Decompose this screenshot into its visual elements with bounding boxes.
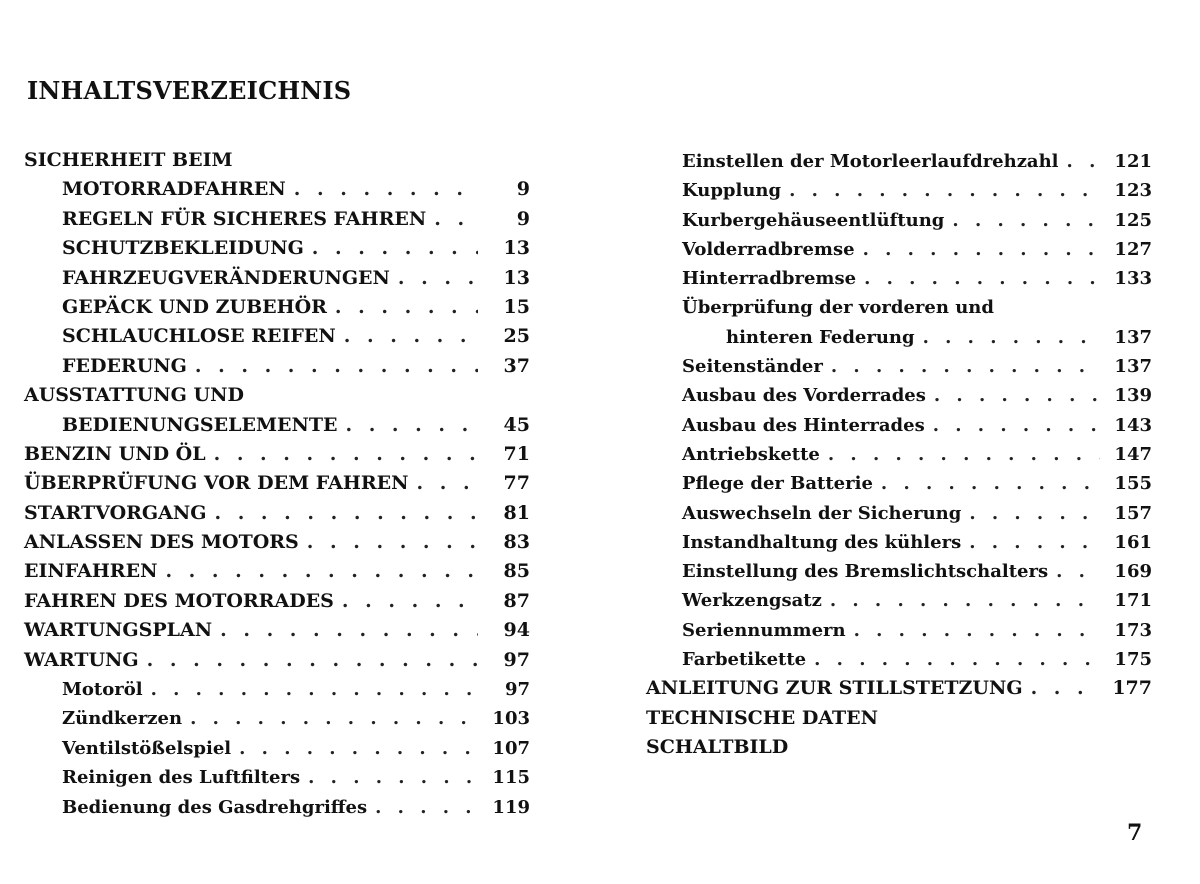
toc-entry-page: 97 — [504, 679, 530, 701]
toc-entry-label: GEPÄCK UND ZUBEHÖR — [62, 295, 327, 318]
toc-entry — [24, 293, 530, 322]
toc-entry-label: WARTUNG — [24, 648, 139, 671]
toc-entry-label: Überprüfung der vorderen und — [682, 297, 994, 319]
toc-entry-label: Zündkerzen — [62, 708, 183, 730]
toc-entry — [24, 440, 530, 469]
toc-entry-page: 115 — [492, 767, 530, 789]
dot-leader — [789, 176, 1100, 205]
dot-leader — [864, 264, 1100, 293]
dot-leader — [831, 352, 1100, 381]
toc-entry — [646, 704, 1152, 733]
toc-entry-page: 45 — [503, 413, 530, 436]
toc-entry — [24, 616, 530, 645]
toc-entry-page: 137 — [1114, 326, 1152, 348]
toc-entry-label: Werkzengsatz — [682, 590, 822, 612]
toc-entry-label: WARTUNGSPLAN — [24, 619, 213, 642]
dot-leader — [165, 557, 478, 586]
toc-entry — [24, 381, 530, 410]
dot-leader — [239, 734, 478, 763]
toc-entry-label: BEDIENUNGSELEMENTE — [62, 413, 338, 436]
dot-leader — [195, 352, 478, 381]
toc-entry — [24, 499, 530, 528]
toc-entry-page: 9 — [516, 207, 530, 230]
dot-leader — [307, 528, 478, 557]
dot-leader — [828, 440, 1100, 469]
toc-entry — [24, 352, 530, 381]
toc-entry-label: Kurbergehäuseentlüftung — [682, 209, 945, 231]
dot-leader — [933, 411, 1100, 440]
dot-leader — [923, 323, 1100, 352]
toc-entry-label: Auswechseln der Sicherung — [682, 502, 962, 524]
toc-entry — [24, 734, 530, 763]
toc-entry-label: hinteren Federung — [726, 326, 915, 348]
toc-entry-label: Bedienung des Gasdrehgriffes — [62, 796, 368, 818]
toc-entry-label: ANLEITUNG ZUR STILLSTETZUNG — [646, 677, 1023, 700]
dot-leader — [335, 293, 478, 322]
toc-entry-page: 81 — [503, 501, 530, 524]
dot-leader — [417, 469, 479, 498]
toc-entry-page: 71 — [503, 442, 530, 465]
toc-entry-page: 25 — [503, 325, 530, 348]
dot-leader — [1067, 147, 1100, 176]
toc-entry — [646, 733, 1152, 762]
toc-entry-label: Hinterradbremse — [682, 268, 857, 290]
dot-leader — [952, 206, 1100, 235]
page-number: 7 — [1127, 820, 1143, 846]
dot-leader — [345, 411, 478, 440]
toc-entry-label: Ausbau des Hinterrades — [682, 414, 925, 436]
toc-entry-page: 97 — [503, 648, 530, 671]
toc-entry — [24, 146, 530, 175]
toc-entry-page: 103 — [492, 708, 530, 730]
toc-entry-label: FEDERUNG — [62, 354, 187, 377]
toc-entry-label: Einstellen der Motorleerlaufdrehzahl — [682, 151, 1059, 172]
toc-entry — [646, 645, 1152, 674]
toc-entry-label: Antriebskette — [682, 443, 820, 465]
toc-entry-page: 9 — [516, 178, 530, 201]
toc-entry-page: 107 — [492, 737, 530, 759]
toc-entry-label: Seriennummern — [682, 619, 846, 641]
toc-entry-label: ANLASSEN DES MOTORS — [24, 531, 299, 554]
page-title: INHALTSVERZEICHNIS — [27, 76, 352, 105]
dot-leader — [398, 264, 478, 293]
dot-leader — [934, 381, 1100, 410]
toc-entry-label: SCHALTBILD — [646, 735, 789, 758]
toc-entry — [646, 557, 1152, 586]
dot-leader — [830, 586, 1100, 615]
toc-entry-page: 13 — [503, 237, 530, 260]
toc-entry-page: 83 — [503, 531, 530, 554]
dot-leader — [1056, 557, 1100, 586]
toc-entry-label: Ventilstößelspiel — [62, 737, 232, 759]
toc-entry-label: BENZIN UND ÖL — [24, 442, 206, 465]
toc-entry-page: 171 — [1114, 590, 1152, 612]
dot-leader — [214, 440, 478, 469]
toc-entry-label: Farbetikette — [682, 649, 807, 671]
toc-entry-page: 137 — [1114, 356, 1152, 378]
toc-entry-page: 157 — [1114, 502, 1152, 524]
toc-entry — [24, 793, 530, 822]
toc-entry-label: Instandhaltung des kühlers — [682, 531, 962, 553]
toc-column-left — [24, 146, 530, 822]
dot-leader — [863, 235, 1100, 264]
toc-entry-label: Motoröl — [62, 679, 143, 701]
toc-entry — [646, 411, 1152, 440]
toc-entry-page: 125 — [1114, 209, 1152, 231]
dot-leader — [881, 469, 1100, 498]
toc-entry-label: AUSSTATTUNG UND — [24, 384, 244, 407]
dot-leader — [147, 646, 478, 675]
toc-entry-label: SICHERHEIT BEIM — [24, 149, 233, 171]
toc-entry — [646, 206, 1152, 235]
toc-entry-label: ÜBERPRÜFUNG VOR DEM FAHREN — [24, 472, 409, 495]
toc-entry — [646, 674, 1152, 703]
dot-leader — [312, 234, 478, 263]
toc-entry — [646, 469, 1152, 498]
toc-entry-label: Volderradbremse — [682, 238, 855, 260]
toc-entry-label: Reinigen des Luftfilters — [62, 767, 301, 789]
dot-leader — [434, 205, 478, 234]
toc-entry-label: FAHREN DES MOTORRADES — [24, 589, 334, 612]
dot-leader — [814, 645, 1100, 674]
toc-entry-label: Ausbau des Vorderrades — [682, 385, 926, 407]
toc-entry — [646, 499, 1152, 528]
dot-leader — [344, 322, 478, 351]
toc-entry — [24, 646, 530, 675]
dot-leader — [294, 175, 478, 204]
dot-leader — [969, 499, 1100, 528]
toc-entry — [646, 586, 1152, 615]
toc-entry — [24, 528, 530, 557]
toc-entry — [24, 234, 530, 263]
toc-entry — [24, 763, 530, 792]
toc-entry-page: 87 — [503, 589, 530, 612]
toc-entry — [24, 205, 530, 234]
toc-entry-page: 127 — [1114, 238, 1152, 260]
toc-column-right — [646, 147, 1152, 762]
toc-entry-page: 143 — [1114, 414, 1152, 436]
toc-entry-label: MOTORRADFAHREN — [62, 178, 286, 201]
toc-entry — [24, 557, 530, 586]
toc-entry — [646, 440, 1152, 469]
toc-entry-label: SCHUTZBEKLEIDUNG — [62, 237, 304, 260]
toc-entry — [24, 704, 530, 733]
toc-entry — [24, 411, 530, 440]
toc-entry-page: 94 — [503, 619, 530, 642]
toc-entry — [646, 235, 1152, 264]
toc-entry-page: 15 — [503, 295, 530, 318]
toc-entry-page: 13 — [503, 266, 530, 289]
dot-leader — [969, 528, 1100, 557]
toc-entry-label: REGELN FÜR SICHERES FAHREN — [62, 207, 427, 230]
toc-entry-label: EINFAHREN — [24, 560, 158, 583]
toc-entry — [646, 616, 1152, 645]
dot-leader — [151, 675, 478, 704]
dot-leader — [854, 616, 1100, 645]
dot-leader — [190, 704, 478, 733]
toc-entry-page: 147 — [1114, 443, 1152, 465]
toc-entry-page: 173 — [1114, 619, 1152, 641]
dot-leader — [342, 587, 478, 616]
toc-entry-page: 77 — [503, 472, 530, 495]
toc-entry-page: 139 — [1114, 385, 1152, 407]
toc-entry-label: FAHRZEUGVERÄNDERUNGEN — [62, 266, 390, 289]
toc-entry — [646, 381, 1152, 410]
toc-entry-label: STARTVORGANG — [24, 501, 207, 524]
toc-entry-page: 177 — [1112, 677, 1152, 700]
toc-entry-page: 123 — [1114, 180, 1152, 202]
dot-leader — [1031, 674, 1100, 703]
toc-entry — [24, 175, 530, 204]
toc-entry-label: SCHLAUCHLOSE REIFEN — [62, 325, 336, 348]
toc-entry-page: 161 — [1114, 531, 1152, 553]
toc-entry-label: Kupplung — [682, 180, 782, 202]
toc-entry-label: TECHNISCHE DATEN — [646, 706, 879, 729]
toc-entry — [646, 323, 1152, 352]
dot-leader — [308, 763, 478, 792]
toc-entry — [646, 352, 1152, 381]
toc-entry — [646, 528, 1152, 557]
dot-leader — [375, 793, 478, 822]
toc-entry — [646, 176, 1152, 205]
toc-entry-page: 85 — [503, 560, 530, 583]
toc-entry-page: 169 — [1114, 561, 1152, 583]
toc-entry-label: Pflege der Batterie — [682, 473, 873, 495]
toc-entry-page: 119 — [492, 796, 530, 818]
toc-entry — [24, 322, 530, 351]
toc-entry — [24, 264, 530, 293]
toc-entry — [24, 469, 530, 498]
toc-entry — [24, 587, 530, 616]
toc-entry — [24, 675, 530, 704]
dot-leader — [214, 499, 478, 528]
toc-entry-page: 175 — [1114, 649, 1152, 671]
toc-entry-page: 133 — [1114, 268, 1152, 290]
toc-entry-page: 155 — [1114, 473, 1152, 495]
dot-leader — [220, 616, 478, 645]
toc-entry — [646, 293, 1152, 322]
toc-entry — [646, 147, 1152, 176]
toc-entry-label: Seitenständer — [682, 356, 823, 378]
toc-entry — [646, 264, 1152, 293]
toc-entry-page: 121 — [1114, 151, 1152, 172]
toc-entry-label: Einstellung des Bremslichtschalters — [682, 561, 1049, 583]
toc-entry-page: 37 — [503, 354, 530, 377]
